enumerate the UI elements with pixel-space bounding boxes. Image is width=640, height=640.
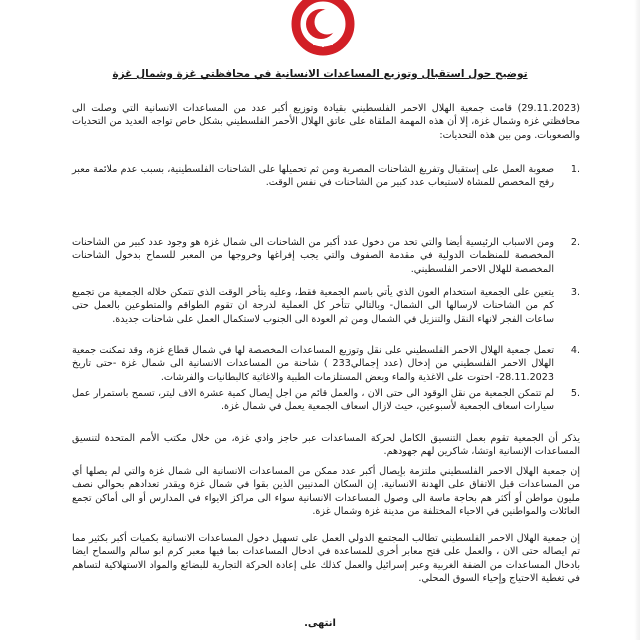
- list-item-4: [72, 344, 580, 384]
- commitment-paragraph: إن جمعية الهلال الاحمر الفلسطيني ملتزمة بإيصال أكبر عدد ممكن من المساعدات الانسانية الى شمال غزة والتي لم يصلها أي من المساعدات قبل الاتفاق على الهدنة الانسانية. إن السكان المدنيين الذين بقوا في شمال غزة ويقدر تعدادهم بحوالي نصف مليون مواطن أو أكثر هم بحاجة ماسة الى وصول المساعدات الانسانية سواء الى مراكز الايواء في المدارس أو الى أماكن تجمع العائلات والمواطنين في الاحياء المختلفة من مدينة غزة وشمال غزة.: [72, 466, 580, 517]
- intro-paragraph: (29.11.2023) قامت جمعية الهلال الاحمر الفلسطيني بقيادة وتوزيع أكبر عدد من المساعدات الانسانية التي وصلت الى محافظتي غزة وشمال غزة، إلا أن هذه المهمة الملقاة على عاتق الهلال الأحمر الفلسطيني بشكل خاص تواجه العديد من التحديات والصعوبات. ومن بين هذه التحديات:: [72, 103, 580, 141]
- document-title: توضيح حول استقبال وتوزيع المساعدات الانسانية في محافظتي غزة وشمال غزة: [112, 68, 528, 80]
- list-number: 1.: [570, 164, 580, 175]
- list-number: 4.: [570, 345, 580, 356]
- list-item-2: [72, 236, 580, 276]
- list-number: 5.: [570, 388, 580, 399]
- list-text: يتعين على الجمعية استخدام العون الذي يأتي باسم الجمعية فقط، وعليه يتأخر الوقت الذي تتمكن خلاله الجمعية من تجميع كم من الشاحنات لارسالها الى الشمال- وبالتالي تتأخر كل العملية لدرجة ان تقوم الطواقم والمتطوعين بالعمل حتى ساعات الفجر لانهاء النقل والتنزيل في الشمال ومن ثم العودة الى الجنوب لاستكمال العمل على شاحنات جديدة.: [72, 287, 554, 325]
- red-crescent-emblem-icon: [290, 0, 356, 60]
- page-edge-shadow: [634, 0, 640, 640]
- list-number: 3.: [570, 287, 580, 298]
- list-item-3: [72, 286, 580, 326]
- list-text: ومن الاسباب الرئيسية أيضا والتي تحد من دخول عدد أكبر من الشاحنات الى شمال غزة هو وجود عدد كبير من الشاحنات المخصصة للمنظمات الدولية في مقدمة الصفوف والتي يجب إفراغها وخروجها من المعبر للسماح بدخول الشاحنات المخصصة للهلال الاحمر الفلسطيني.: [72, 237, 554, 275]
- list-text: صعوبة العمل على إستقبال وتفريغ الشاحنات المصرية ومن ثم تحميلها على الشاحنات الفلسطينية، بسبب عدم ملائمة معبر رفح المخصص للمشاة لاستيعاب عدد كبير من الشاحنات في نفس الوقت.: [72, 164, 554, 189]
- prcs-logo: [290, 0, 356, 60]
- list-number: 2.: [570, 237, 580, 248]
- list-text: تعمل جمعية الهلال الاحمر الفلسطيني على نقل وتوزيع المساعدات المخصصة لها في شمال قطاع غزة، وقد تمكنت جمعية الهلال الاحمر الفلسطيني من إدخال (عدد إجمالي233 ) شاحنة من المساعدات الانسانية الى شمال غزة -حتى تاريخ 28.11.2023- احتوت على الاغذية والماء وبعض المستلزمات الطبية والاغاثية كالبطانيات والفرشات.: [72, 345, 554, 383]
- coordination-paragraph: يذكر أن الجمعية تقوم بعمل التنسيق الكامل لحركة المساعدات عبر حاجز وادي غزة، من خلال مكتب الأمم المتحدة لتنسيق المساعدات الإنسانية اوتشا، شاكرين لهم جهودهم.: [72, 433, 580, 458]
- list-text: لم تتمكن الجمعية من نقل الوقود الى حتى الان ، والعمل قائم من اجل إيصال كمية عشرة الاف ليتر، تسمح باستمرار عمل سيارات اسعاف الجمعية لأسبوعين، حيث لازال اسعاف الجمعية يعمل في شمال غزة.: [72, 388, 554, 413]
- list-item-5: [72, 387, 580, 414]
- appeal-paragraph: إن جمعية الهلال الاحمر الفلسطيني تطالب المجتمع الدولي العمل على تسهيل دخول المساعدات الانسانية بكميات أكبر بكثير مما تم ايصاله حتى الان ، والعمل على فتح معابر أخرى للمساعدة في ادخال المساعدات بما فيها معبر كرم ابو سالم والسماح ايضا بادخال المساعدات من الضفة الغربية وعبر إسرائيل والعمل كذلك على إعادة الحركة التجارية للبضائع والمواد الاستهلاكية لتساهم في تغطية الاحتياج وإحياء السوق المحلي.: [72, 533, 580, 584]
- list-item-1: [72, 163, 580, 190]
- closing-text: انتهى.: [304, 618, 336, 629]
